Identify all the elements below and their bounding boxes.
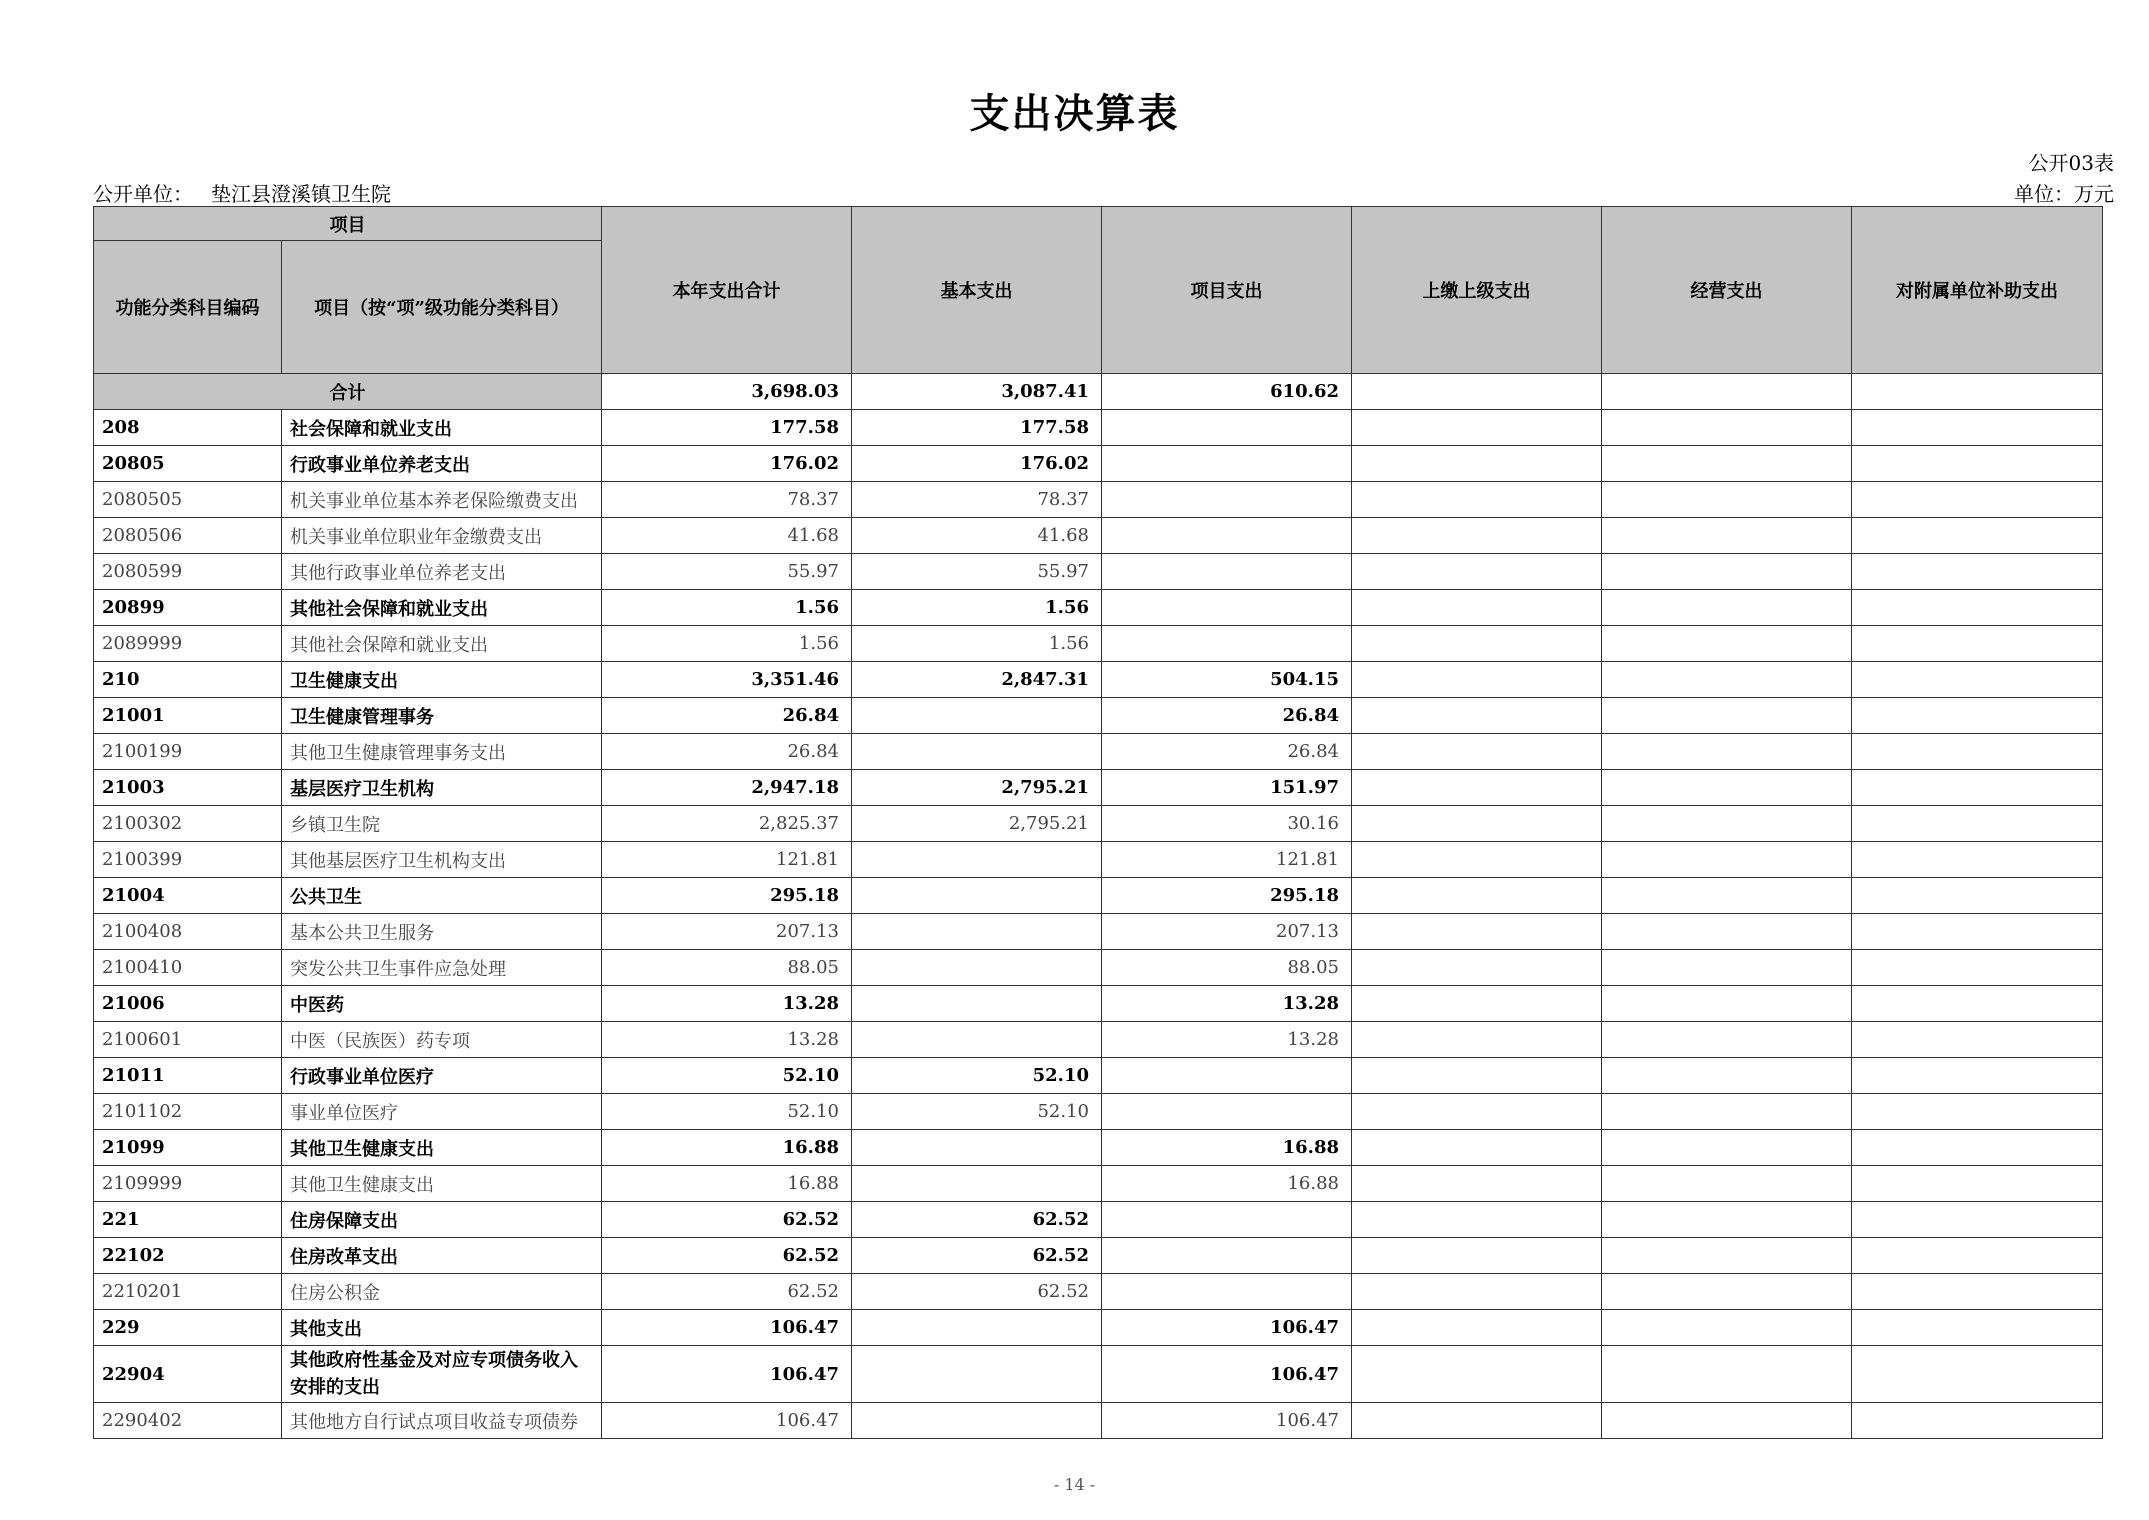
- row-business-cell: [1602, 410, 1852, 446]
- table-row: [94, 482, 2103, 518]
- row-name: 其他卫生健康支出: [282, 1130, 602, 1166]
- table-row: [94, 554, 2103, 590]
- header-basic: 基本支出: [852, 207, 1102, 374]
- row-upper-cell: [1352, 986, 1602, 1022]
- row-business-cell: [1602, 1310, 1852, 1346]
- row-name: 其他卫生健康支出: [282, 1166, 602, 1202]
- row-upper-cell: [1352, 698, 1602, 734]
- table-row: [94, 518, 2103, 554]
- table-row: [94, 1202, 2103, 1238]
- row-upper-cell: [1352, 1403, 1602, 1439]
- row-upper-cell: [1352, 626, 1602, 662]
- row-upper-cell: [1352, 806, 1602, 842]
- row-upper-cell: [1352, 878, 1602, 914]
- row-total-cell: 177.58: [602, 410, 852, 446]
- row-proj-cell: [1102, 482, 1352, 518]
- total-cell: 3,698.03: [602, 374, 852, 410]
- row-basic-cell: 52.10: [852, 1094, 1102, 1130]
- row-basic-cell: [852, 914, 1102, 950]
- row-subsidy-cell: [1852, 662, 2103, 698]
- row-proj-cell: 13.28: [1102, 986, 1352, 1022]
- row-total-cell: 176.02: [602, 446, 852, 482]
- row-upper-cell: [1352, 950, 1602, 986]
- row-total-cell: 16.88: [602, 1130, 852, 1166]
- row-proj-cell: 26.84: [1102, 734, 1352, 770]
- row-subsidy-cell: [1852, 1310, 2103, 1346]
- table-row: [94, 1166, 2103, 1202]
- row-proj-cell: 16.88: [1102, 1166, 1352, 1202]
- page-title: 支出决算表: [969, 90, 1180, 137]
- row-total-cell: 62.52: [602, 1202, 852, 1238]
- total-business-cell: [1602, 374, 1852, 410]
- row-business-cell: [1602, 842, 1852, 878]
- row-basic-cell: 1.56: [852, 590, 1102, 626]
- row-code: 21004: [94, 878, 282, 914]
- row-basic-cell: 2,795.21: [852, 770, 1102, 806]
- row-name: 中医（民族医）药专项: [282, 1022, 602, 1058]
- row-basic-cell: 41.68: [852, 518, 1102, 554]
- row-name: 住房改革支出: [282, 1238, 602, 1274]
- row-business-cell: [1602, 1403, 1852, 1439]
- table-row: [94, 626, 2103, 662]
- form-number: 公开03表: [2028, 151, 2114, 175]
- row-business-cell: [1602, 1346, 1852, 1403]
- header-total: 本年支出合计: [602, 207, 852, 374]
- row-code: 21099: [94, 1130, 282, 1166]
- table-row: [94, 1022, 2103, 1058]
- total-basic-cell: 3,087.41: [852, 374, 1102, 410]
- row-upper-cell: [1352, 734, 1602, 770]
- row-subsidy-cell: [1852, 1274, 2103, 1310]
- row-proj-cell: 121.81: [1102, 842, 1352, 878]
- row-name: 行政事业单位医疗: [282, 1058, 602, 1094]
- row-basic-cell: 62.52: [852, 1238, 1102, 1274]
- table-row: [94, 698, 2103, 734]
- row-total-cell: 121.81: [602, 842, 852, 878]
- row-business-cell: [1602, 1022, 1852, 1058]
- row-upper-cell: [1352, 1202, 1602, 1238]
- row-subsidy-cell: [1852, 1346, 2103, 1403]
- row-upper-cell: [1352, 1238, 1602, 1274]
- row-basic-cell: 176.02: [852, 446, 1102, 482]
- row-basic-cell: 78.37: [852, 482, 1102, 518]
- row-name: 其他地方自行试点项目收益专项债券: [282, 1403, 602, 1439]
- row-business-cell: [1602, 1238, 1852, 1274]
- row-basic-cell: [852, 1166, 1102, 1202]
- row-code: 2100408: [94, 914, 282, 950]
- row-basic-cell: [852, 986, 1102, 1022]
- row-subsidy-cell: [1852, 590, 2103, 626]
- row-basic-cell: [852, 950, 1102, 986]
- row-total-cell: 88.05: [602, 950, 852, 986]
- row-code: 2100302: [94, 806, 282, 842]
- row-total-cell: 3,351.46: [602, 662, 852, 698]
- total-project-cell: 610.62: [1102, 374, 1352, 410]
- row-proj-cell: 106.47: [1102, 1346, 1352, 1403]
- row-proj-cell: [1102, 446, 1352, 482]
- row-upper-cell: [1352, 770, 1602, 806]
- row-proj-cell: [1102, 626, 1352, 662]
- row-name: 其他社会保障和就业支出: [282, 626, 602, 662]
- page-number: - 14 -: [1053, 1475, 1096, 1494]
- table-row: [94, 662, 2103, 698]
- row-basic-cell: 177.58: [852, 410, 1102, 446]
- row-code: 2100410: [94, 950, 282, 986]
- row-basic-cell: 62.52: [852, 1274, 1102, 1310]
- row-subsidy-cell: [1852, 1058, 2103, 1094]
- currency-unit: 单位：万元: [2014, 182, 2114, 206]
- table-row: [94, 1058, 2103, 1094]
- row-code: 208: [94, 410, 282, 446]
- row-upper-cell: [1352, 554, 1602, 590]
- row-business-cell: [1602, 734, 1852, 770]
- total-subsidy-cell: [1852, 374, 2103, 410]
- row-business-cell: [1602, 770, 1852, 806]
- row-proj-cell: [1102, 518, 1352, 554]
- row-basic-cell: [852, 698, 1102, 734]
- row-business-cell: [1602, 878, 1852, 914]
- row-proj-cell: 151.97: [1102, 770, 1352, 806]
- row-proj-cell: 295.18: [1102, 878, 1352, 914]
- row-code: 21001: [94, 698, 282, 734]
- table-body: [94, 374, 2103, 1439]
- row-name: 其他支出: [282, 1310, 602, 1346]
- row-subsidy-cell: [1852, 986, 2103, 1022]
- row-total-cell: 52.10: [602, 1058, 852, 1094]
- row-code: 22904: [94, 1346, 282, 1403]
- row-code: 2101102: [94, 1094, 282, 1130]
- table-row: [94, 914, 2103, 950]
- row-code: 2080505: [94, 482, 282, 518]
- row-basic-cell: 55.97: [852, 554, 1102, 590]
- row-business-cell: [1602, 518, 1852, 554]
- header-code: 功能分类科目编码: [94, 241, 282, 374]
- row-upper-cell: [1352, 1310, 1602, 1346]
- row-subsidy-cell: [1852, 626, 2103, 662]
- row-code: 2210201: [94, 1274, 282, 1310]
- row-basic-cell: [852, 878, 1102, 914]
- row-code: 22102: [94, 1238, 282, 1274]
- table-row: [94, 734, 2103, 770]
- row-name: 基本公共卫生服务: [282, 914, 602, 950]
- row-business-cell: [1602, 950, 1852, 986]
- row-basic-cell: 2,795.21: [852, 806, 1102, 842]
- reporting-unit-label: 公开单位：: [93, 182, 193, 206]
- row-basic-cell: [852, 1346, 1102, 1403]
- row-upper-cell: [1352, 1130, 1602, 1166]
- row-business-cell: [1602, 482, 1852, 518]
- row-name: 公共卫生: [282, 878, 602, 914]
- table-row: [94, 770, 2103, 806]
- row-total-cell: 1.56: [602, 590, 852, 626]
- row-business-cell: [1602, 1130, 1852, 1166]
- row-code: 2080599: [94, 554, 282, 590]
- row-code: 20899: [94, 590, 282, 626]
- row-code: 229: [94, 1310, 282, 1346]
- row-code: 2100199: [94, 734, 282, 770]
- header-project: 项目: [94, 207, 602, 241]
- row-subsidy-cell: [1852, 1130, 2103, 1166]
- row-subsidy-cell: [1852, 410, 2103, 446]
- row-proj-cell: [1102, 1202, 1352, 1238]
- row-upper-cell: [1352, 1022, 1602, 1058]
- row-basic-cell: [852, 842, 1102, 878]
- row-business-cell: [1602, 554, 1852, 590]
- row-subsidy-cell: [1852, 554, 2103, 590]
- row-upper-cell: [1352, 1094, 1602, 1130]
- row-subsidy-cell: [1852, 842, 2103, 878]
- row-business-cell: [1602, 914, 1852, 950]
- row-total-cell: 26.84: [602, 734, 852, 770]
- row-total-cell: 207.13: [602, 914, 852, 950]
- row-proj-cell: 207.13: [1102, 914, 1352, 950]
- row-business-cell: [1602, 1202, 1852, 1238]
- row-proj-cell: 106.47: [1102, 1403, 1352, 1439]
- row-code: 21006: [94, 986, 282, 1022]
- row-business-cell: [1602, 590, 1852, 626]
- row-basic-cell: [852, 1403, 1102, 1439]
- row-name: 行政事业单位养老支出: [282, 446, 602, 482]
- table-row: [94, 878, 2103, 914]
- row-name: 住房公积金: [282, 1274, 602, 1310]
- row-name: 社会保障和就业支出: [282, 410, 602, 446]
- row-name: 卫生健康支出: [282, 662, 602, 698]
- row-business-cell: [1602, 986, 1852, 1022]
- table-row: [94, 986, 2103, 1022]
- row-upper-cell: [1352, 1166, 1602, 1202]
- row-name: 其他政府性基金及对应专项债务收入安排的支出: [282, 1346, 602, 1403]
- row-proj-cell: [1102, 1238, 1352, 1274]
- row-code: 2100601: [94, 1022, 282, 1058]
- row-proj-cell: 13.28: [1102, 1022, 1352, 1058]
- row-name: 住房保障支出: [282, 1202, 602, 1238]
- row-subsidy-cell: [1852, 1022, 2103, 1058]
- row-name: 突发公共卫生事件应急处理: [282, 950, 602, 986]
- row-upper-cell: [1352, 518, 1602, 554]
- row-business-cell: [1602, 1094, 1852, 1130]
- table-row: [94, 1310, 2103, 1346]
- row-subsidy-cell: [1852, 950, 2103, 986]
- row-business-cell: [1602, 626, 1852, 662]
- row-business-cell: [1602, 1166, 1852, 1202]
- row-upper-cell: [1352, 590, 1602, 626]
- row-name: 其他社会保障和就业支出: [282, 590, 602, 626]
- row-code: 21011: [94, 1058, 282, 1094]
- reporting-unit-name: 垫江县澄溪镇卫生院: [211, 182, 391, 206]
- row-business-cell: [1602, 1058, 1852, 1094]
- row-subsidy-cell: [1852, 734, 2103, 770]
- row-proj-cell: 30.16: [1102, 806, 1352, 842]
- table-row: [94, 1238, 2103, 1274]
- row-name: 中医药: [282, 986, 602, 1022]
- row-upper-cell: [1352, 662, 1602, 698]
- row-business-cell: [1602, 806, 1852, 842]
- row-total-cell: 16.88: [602, 1166, 852, 1202]
- row-basic-cell: 1.56: [852, 626, 1102, 662]
- row-proj-cell: 88.05: [1102, 950, 1352, 986]
- row-subsidy-cell: [1852, 770, 2103, 806]
- row-total-cell: 2,825.37: [602, 806, 852, 842]
- row-code: 2100399: [94, 842, 282, 878]
- row-total-cell: 26.84: [602, 698, 852, 734]
- row-upper-cell: [1352, 410, 1602, 446]
- header-upper: 上缴上级支出: [1352, 207, 1602, 374]
- row-name: 机关事业单位职业年金缴费支出: [282, 518, 602, 554]
- row-name: 其他行政事业单位养老支出: [282, 554, 602, 590]
- row-code: 2290402: [94, 1403, 282, 1439]
- row-upper-cell: [1352, 842, 1602, 878]
- row-upper-cell: [1352, 482, 1602, 518]
- total-upper-cell: [1352, 374, 1602, 410]
- row-name: 机关事业单位基本养老保险缴费支出: [282, 482, 602, 518]
- row-proj-cell: [1102, 410, 1352, 446]
- row-code: 2080506: [94, 518, 282, 554]
- row-code: 210: [94, 662, 282, 698]
- row-code: 20805: [94, 446, 282, 482]
- row-business-cell: [1602, 446, 1852, 482]
- table-row: [94, 1403, 2103, 1439]
- table-row: [94, 1094, 2103, 1130]
- row-subsidy-cell: [1852, 1166, 2103, 1202]
- row-total-cell: 78.37: [602, 482, 852, 518]
- row-upper-cell: [1352, 446, 1602, 482]
- row-business-cell: [1602, 1274, 1852, 1310]
- row-subsidy-cell: [1852, 878, 2103, 914]
- row-total-cell: 62.52: [602, 1274, 852, 1310]
- table-row: [94, 806, 2103, 842]
- table-row: [94, 1274, 2103, 1310]
- row-total-cell: 62.52: [602, 1238, 852, 1274]
- row-subsidy-cell: [1852, 1094, 2103, 1130]
- row-name: 事业单位医疗: [282, 1094, 602, 1130]
- row-proj-cell: 26.84: [1102, 698, 1352, 734]
- total-row: [94, 374, 2103, 410]
- total-label: 合计: [94, 374, 602, 410]
- row-total-cell: 106.47: [602, 1403, 852, 1439]
- row-name: 卫生健康管理事务: [282, 698, 602, 734]
- row-name: 基层医疗卫生机构: [282, 770, 602, 806]
- table-row: [94, 590, 2103, 626]
- table-row: [94, 1130, 2103, 1166]
- row-proj-cell: [1102, 590, 1352, 626]
- header-business: 经营支出: [1602, 207, 1852, 374]
- row-total-cell: 55.97: [602, 554, 852, 590]
- row-subsidy-cell: [1852, 1202, 2103, 1238]
- row-name: 其他卫生健康管理事务支出: [282, 734, 602, 770]
- row-upper-cell: [1352, 914, 1602, 950]
- row-code: 221: [94, 1202, 282, 1238]
- header-name: 项目（按“项”级功能分类科目）: [282, 241, 602, 374]
- row-subsidy-cell: [1852, 482, 2103, 518]
- table-row: [94, 950, 2103, 986]
- row-business-cell: [1602, 662, 1852, 698]
- header-project-expense: 项目支出: [1102, 207, 1352, 374]
- table-row: [94, 410, 2103, 446]
- row-proj-cell: 16.88: [1102, 1130, 1352, 1166]
- row-total-cell: 52.10: [602, 1094, 852, 1130]
- row-code: 2089999: [94, 626, 282, 662]
- expenditure-table: [93, 206, 2103, 1439]
- row-total-cell: 2,947.18: [602, 770, 852, 806]
- row-proj-cell: 504.15: [1102, 662, 1352, 698]
- row-proj-cell: [1102, 1058, 1352, 1094]
- table-row: [94, 446, 2103, 482]
- row-basic-cell: [852, 1022, 1102, 1058]
- row-upper-cell: [1352, 1058, 1602, 1094]
- row-name: 其他基层医疗卫生机构支出: [282, 842, 602, 878]
- row-subsidy-cell: [1852, 1403, 2103, 1439]
- row-upper-cell: [1352, 1346, 1602, 1403]
- row-proj-cell: [1102, 1274, 1352, 1310]
- row-proj-cell: 106.47: [1102, 1310, 1352, 1346]
- row-code: 21003: [94, 770, 282, 806]
- row-total-cell: 106.47: [602, 1310, 852, 1346]
- row-basic-cell: 2,847.31: [852, 662, 1102, 698]
- header-subsidy: 对附属单位补助支出: [1852, 207, 2103, 374]
- row-basic-cell: 62.52: [852, 1202, 1102, 1238]
- row-total-cell: 1.56: [602, 626, 852, 662]
- row-name: 乡镇卫生院: [282, 806, 602, 842]
- row-subsidy-cell: [1852, 698, 2103, 734]
- row-subsidy-cell: [1852, 914, 2103, 950]
- row-upper-cell: [1352, 1274, 1602, 1310]
- row-basic-cell: [852, 734, 1102, 770]
- row-subsidy-cell: [1852, 1238, 2103, 1274]
- row-total-cell: 106.47: [602, 1346, 852, 1403]
- row-subsidy-cell: [1852, 518, 2103, 554]
- row-subsidy-cell: [1852, 806, 2103, 842]
- reporting-unit: [93, 178, 391, 207]
- row-basic-cell: [852, 1130, 1102, 1166]
- row-code: 2109999: [94, 1166, 282, 1202]
- row-total-cell: 41.68: [602, 518, 852, 554]
- row-basic-cell: [852, 1310, 1102, 1346]
- row-proj-cell: [1102, 1094, 1352, 1130]
- row-subsidy-cell: [1852, 446, 2103, 482]
- row-total-cell: 13.28: [602, 1022, 852, 1058]
- row-business-cell: [1602, 698, 1852, 734]
- row-total-cell: 295.18: [602, 878, 852, 914]
- table-row: [94, 842, 2103, 878]
- row-total-cell: 13.28: [602, 986, 852, 1022]
- table-row: [94, 1346, 2103, 1403]
- row-basic-cell: 52.10: [852, 1058, 1102, 1094]
- row-proj-cell: [1102, 554, 1352, 590]
